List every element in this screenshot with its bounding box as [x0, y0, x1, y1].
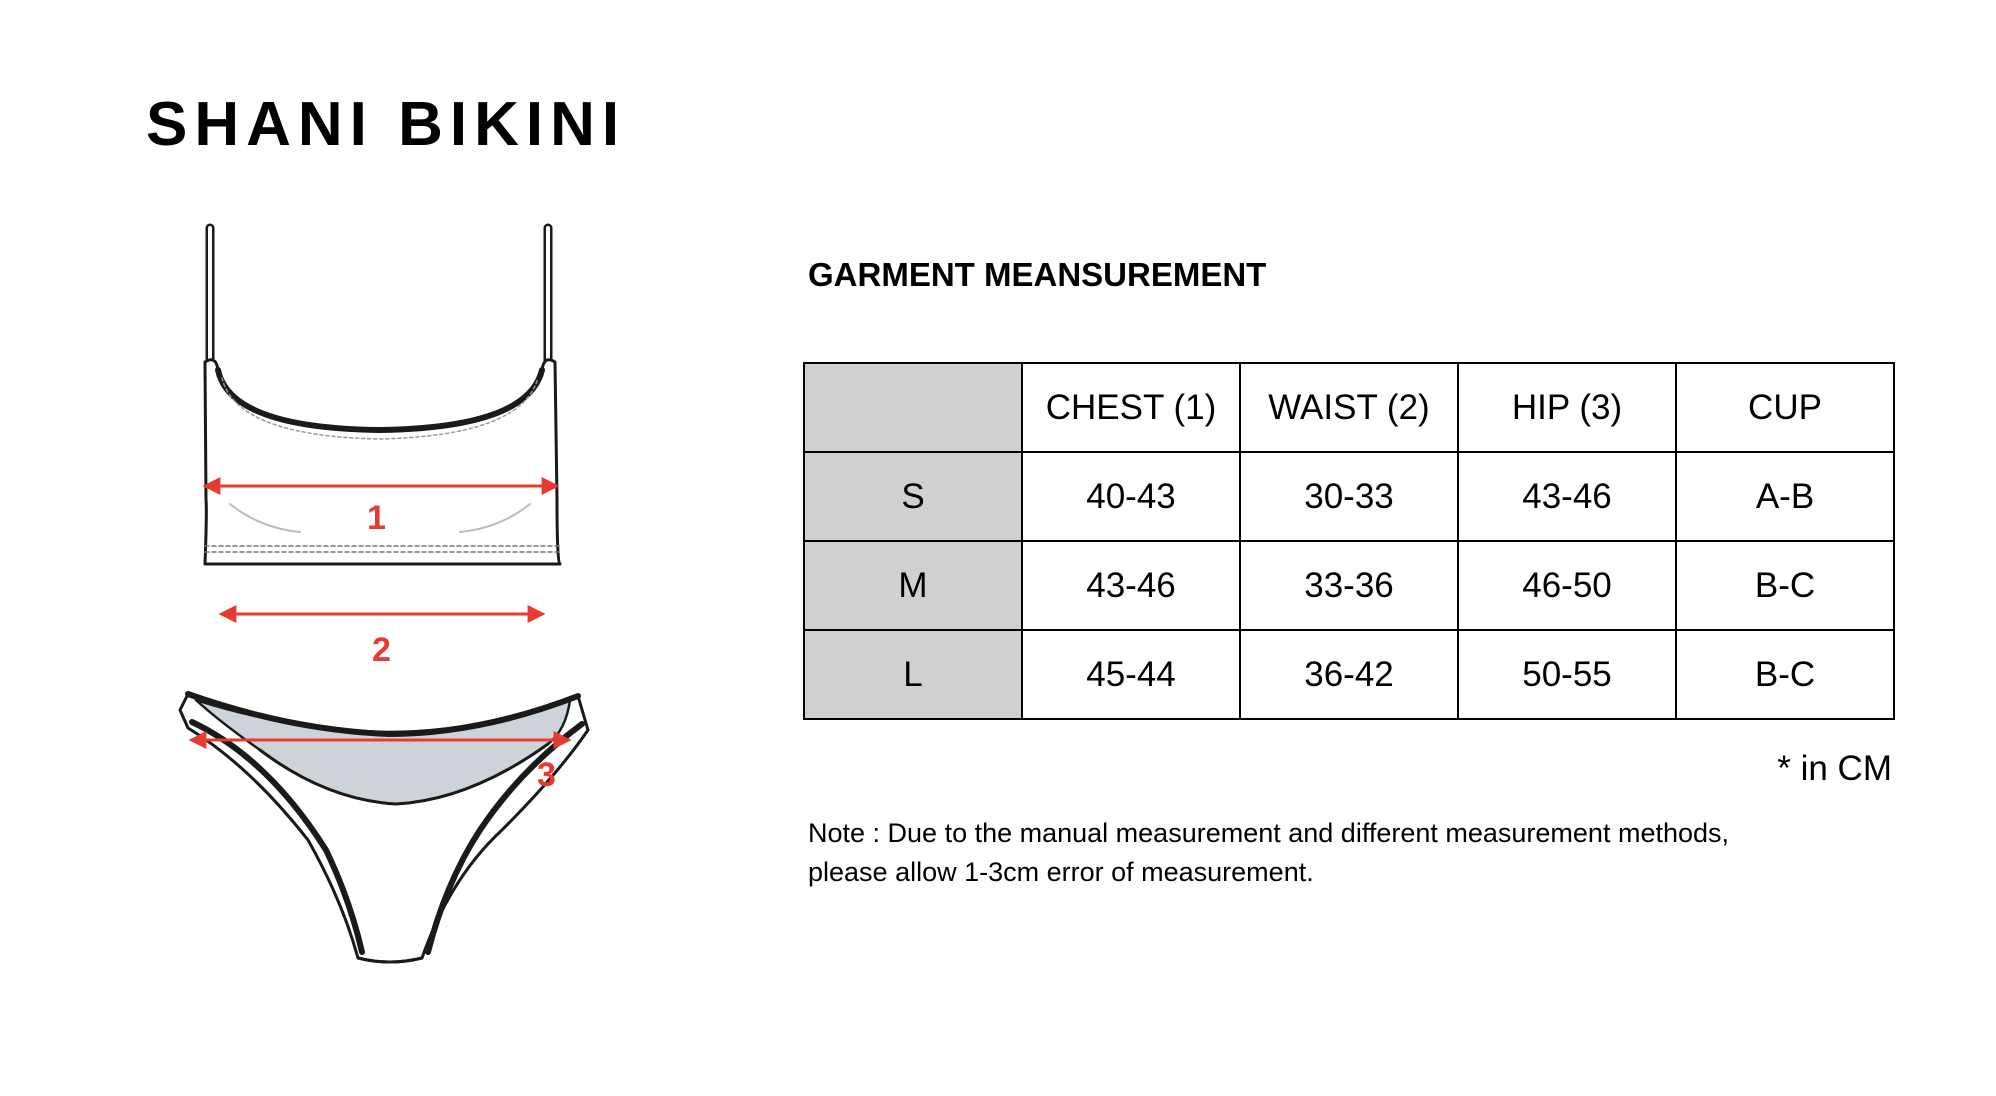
- waist-value: 30-33: [1240, 452, 1458, 541]
- cup-value: A-B: [1676, 452, 1894, 541]
- cup-value: B-C: [1676, 630, 1894, 719]
- header-hip: HIP (3): [1458, 363, 1676, 452]
- header-chest: CHEST (1): [1022, 363, 1240, 452]
- note-line: Note : Due to the manual measurement and different measurement methods,: [808, 818, 1730, 848]
- header-waist: WAIST (2): [1240, 363, 1458, 452]
- chest-value: 40-43: [1022, 452, 1240, 541]
- chest-value: 43-46: [1022, 541, 1240, 630]
- hip-marker-label: 3: [537, 756, 556, 794]
- bikini-bottom-drawing: [180, 694, 588, 962]
- size-label: L: [804, 630, 1022, 719]
- size-label: M: [804, 541, 1022, 630]
- waist-marker-label: 2: [372, 631, 391, 669]
- chest-marker-label: 1: [367, 499, 386, 537]
- page-title: SHANI BIKINI: [146, 90, 627, 159]
- cup-value: B-C: [1676, 541, 1894, 630]
- table-row: [804, 541, 1894, 630]
- waist-value: 36-42: [1240, 630, 1458, 719]
- section-heading: GARMENT MEANSUREMENT: [808, 256, 1267, 293]
- hip-value: 43-46: [1458, 452, 1676, 541]
- table-corner-cell: [804, 363, 1022, 452]
- table-row: [804, 452, 1894, 541]
- table-row: [804, 630, 1894, 719]
- size-label: S: [804, 452, 1022, 541]
- hip-value: 50-55: [1458, 630, 1676, 719]
- measurement-note: [808, 814, 1808, 892]
- hip-value: 46-50: [1458, 541, 1676, 630]
- bikini-illustration: [150, 210, 610, 990]
- unit-note: * in CM: [1777, 749, 1892, 788]
- table-header-row: [804, 363, 1894, 452]
- waist-value: 33-36: [1240, 541, 1458, 630]
- header-cup: CUP: [1676, 363, 1894, 452]
- size-chart-table: [803, 362, 1895, 720]
- note-line: please allow 1-3cm error of measurement.: [808, 857, 1314, 887]
- chest-value: 45-44: [1022, 630, 1240, 719]
